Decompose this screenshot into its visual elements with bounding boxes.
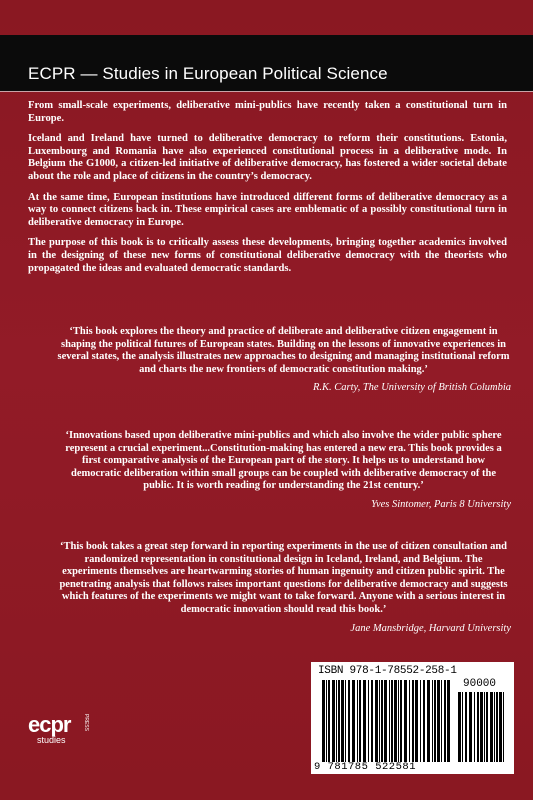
endorsement-sintomer bbox=[56, 430, 511, 512]
barcode-bar bbox=[477, 692, 479, 762]
endorsement-text: ‘Innovations based upon deliberative mini-publics and which also involve the wider public sphere represent a crucial experiment...Constitution-making has entered a new era. This book provides a first comparative analysis of the European part of the story. It helps us to understand how democratic deliberation within small groups can be coupled with deliberative democracy of the public. It is worth reading for understanding the 21st century.’ bbox=[65, 430, 502, 492]
barcode-bar bbox=[384, 680, 387, 762]
barcode-bar bbox=[368, 680, 369, 762]
ean-barcode bbox=[322, 680, 450, 762]
description-paragraph: The purpose of this book is to critically assess these developments, bringing together academics involved in the designing of these new forms of constitutional deliberative democracy with the theorists who propagated the ideas and evaluated democratic standards. bbox=[28, 237, 507, 274]
description-paragraph: Iceland and Ireland have turned to deliberative democracy to reform their constitutions. Estonia, Luxembourg and Romania have also experienced constitutional process in a deliberative mode. In Belgium the G1000, a citizen-led initiative of deliberative democracy, has fostered a wider societal debate about the role and place of citizens in the country’s democracy. bbox=[28, 133, 507, 182]
barcode-bar bbox=[326, 680, 327, 762]
barcode-bar bbox=[494, 692, 495, 762]
barcode-bar bbox=[490, 692, 493, 762]
price-addon-label: 90000 bbox=[463, 678, 497, 690]
barcode-bar bbox=[469, 692, 472, 762]
barcode-bar bbox=[503, 692, 504, 762]
barcode-bar bbox=[420, 680, 421, 762]
barcode-bar bbox=[465, 692, 467, 762]
barcode-bar bbox=[496, 692, 498, 762]
barcode-bar bbox=[338, 680, 340, 762]
barcode-bar bbox=[328, 680, 330, 762]
barcode-bar bbox=[444, 680, 446, 762]
barcode-bar bbox=[400, 680, 402, 762]
ean-digits: 9 781785 522581 bbox=[314, 761, 417, 773]
barcode-bar bbox=[486, 692, 488, 762]
description-paragraph: At the same time, European institutions have introduced different forms of deliberative democracy as a way to connect citizens back in. These empirical cases are emblematic of a possibly constitutional turn in deliberative democracy in Europe. bbox=[28, 191, 507, 228]
logo-press-label: PRESS bbox=[83, 714, 89, 731]
barcode-bar bbox=[434, 680, 436, 762]
endorsement-mansbridge bbox=[56, 541, 511, 635]
endorsement-attribution: Jane Mansbridge, Harvard University bbox=[350, 622, 511, 634]
barcode-bar bbox=[462, 692, 463, 762]
barcode-bar bbox=[427, 680, 430, 762]
barcode-bar bbox=[404, 680, 407, 762]
barcode-bar bbox=[394, 680, 397, 762]
logo-wordmark: ecpr bbox=[28, 712, 71, 737]
endorsement-attribution: Yves Sintomer, Paris 8 University bbox=[371, 498, 511, 510]
barcode-bar bbox=[432, 680, 433, 762]
barcode-bar bbox=[458, 692, 461, 762]
barcode-bar bbox=[398, 680, 399, 762]
barcode-bar bbox=[359, 680, 361, 762]
barcode-bar bbox=[499, 692, 502, 762]
barcode-bar bbox=[375, 680, 378, 762]
barcode-bar bbox=[371, 680, 373, 762]
endorsement-attribution: R.K. Carty, The University of British Columbia bbox=[312, 382, 511, 394]
barcode-bar bbox=[357, 680, 358, 762]
barcode-bar bbox=[437, 680, 440, 762]
barcode-bar bbox=[345, 680, 346, 762]
endorsement-carty bbox=[56, 326, 511, 395]
barcode-bar bbox=[412, 680, 414, 762]
addon-barcode bbox=[458, 692, 508, 762]
barcode-bar bbox=[474, 692, 475, 762]
barcode-bar bbox=[348, 680, 350, 762]
barcode-bar bbox=[352, 680, 355, 762]
endorsement-text: ‘This book takes a great step forward in reporting experiments in the use of citizen consultation and randomized representation in constitutional design in Iceland, Ireland, and Belgium. The experiments themselves are heartwarming stories of human ingenuity and citizen public spirit. The penetrating analysis that follows raises important questions for deliberative democracy and suggests which features of the experiments we might want to take forward. Anyone with a serious interest in democratic innovation should read this book.’ bbox=[59, 541, 508, 615]
book-description bbox=[28, 100, 507, 283]
barcode-bar bbox=[484, 692, 485, 762]
barcode-bar bbox=[363, 680, 366, 762]
barcode-bar bbox=[447, 680, 450, 762]
barcode-bar bbox=[391, 680, 393, 762]
description-paragraph: From small-scale experiments, deliberative mini-publics have recently taken a constitutional turn in Europe. bbox=[28, 100, 507, 124]
barcode-bar bbox=[423, 680, 425, 762]
barcode-bar bbox=[336, 680, 337, 762]
barcode-bar bbox=[389, 680, 390, 762]
barcode-bar bbox=[322, 680, 325, 762]
logo-subline: studies bbox=[37, 735, 66, 745]
isbn-label: ISBN 978-1-78552-258-1 bbox=[318, 665, 457, 677]
barcode-bar bbox=[379, 680, 380, 762]
barcode-bar bbox=[409, 680, 410, 762]
endorsement-text: ‘This book explores the theory and practice of deliberate and deliberative citizen engagement in shaping the political futures of European states. Building on the lessons of innovative experiences in several states, the analysis illustrates new approaches to designing and managing institutional reform and charts the new frontiers of democratic constitution making.’ bbox=[57, 326, 510, 375]
series-title: ECPR — Studies in European Political Science bbox=[28, 64, 388, 83]
barcode-bar bbox=[441, 680, 442, 762]
barcode-bar bbox=[480, 692, 483, 762]
barcode-bar bbox=[332, 680, 335, 762]
barcode-bar bbox=[381, 680, 383, 762]
barcode-bar bbox=[415, 680, 418, 762]
ecpr-press-logo bbox=[28, 712, 128, 746]
barcode-bar bbox=[341, 680, 344, 762]
